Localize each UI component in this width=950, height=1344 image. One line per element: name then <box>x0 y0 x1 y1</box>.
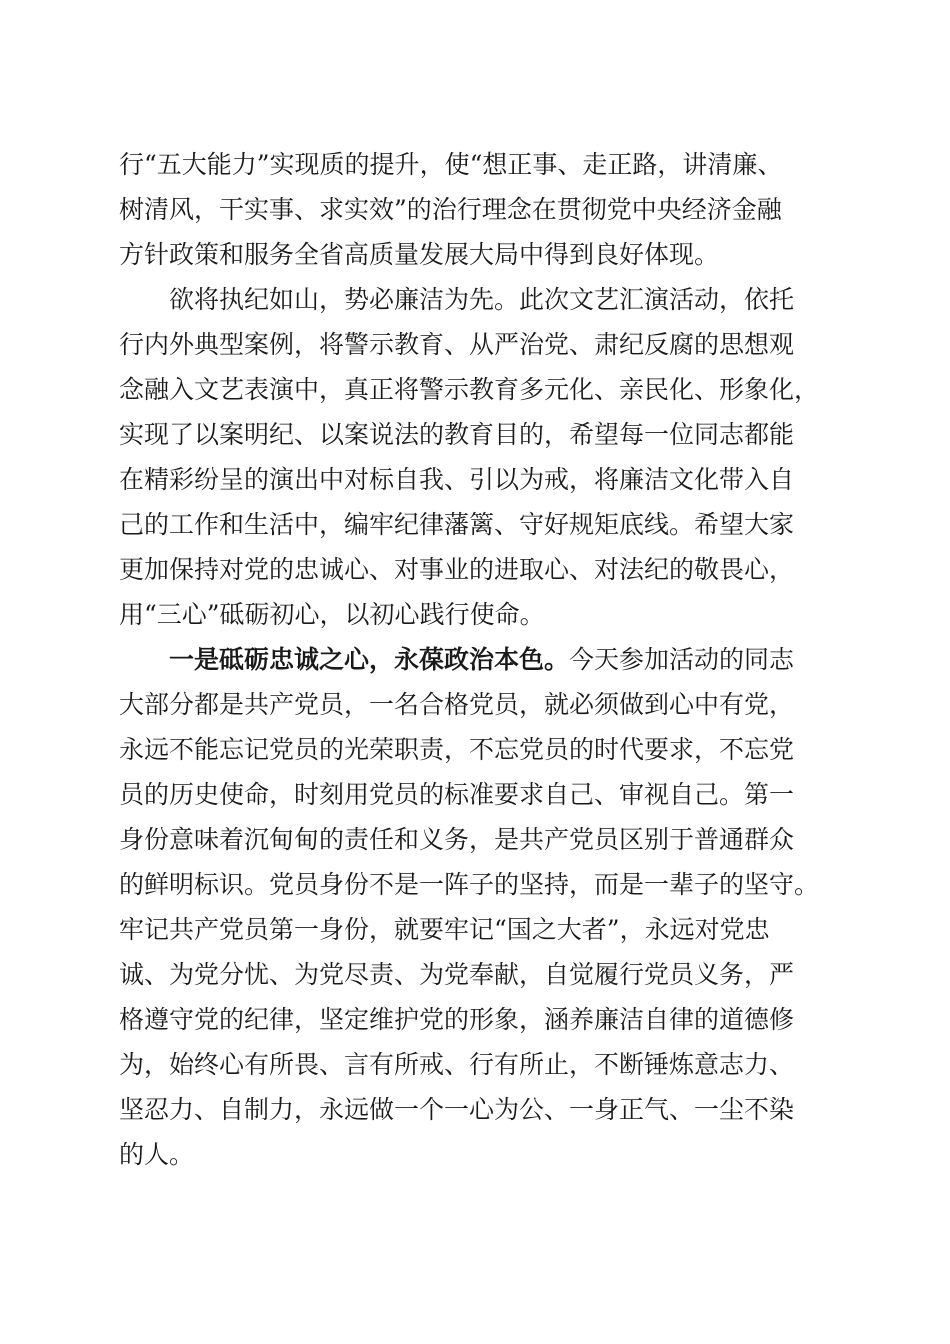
text-line: 大部分都是共产党员，一名合格党员，就必须做到心中有党， <box>119 690 795 719</box>
paragraph-1 <box>119 142 839 277</box>
text-line: 坚忍力、自制力，永远做一个一心为公、一身正气、一尘不染 <box>119 1095 795 1124</box>
text-line: 念融入文艺表演中，真正将警示教育多元化、亲民化、形象化， <box>119 375 820 404</box>
text-line: 牢记共产党员第一身份，就要牢记“国之大者”，永远对党忠 <box>119 915 770 944</box>
text-line: 永远不能忘记党员的光荣职责，不忘党员的时代要求，不忘党 <box>119 735 795 764</box>
text-line: 的鲜明标识。党员身份不是一阵子的坚持，而是一辈子的坚守。 <box>119 870 820 899</box>
text-line <box>119 637 839 682</box>
text-line: 欲将执纪如山，势必廉洁为先。此次文艺汇演活动，依托 <box>169 285 795 314</box>
text-line: 行“五大能力”实现质的提升，使“想正事、走正路，讲清廉、 <box>119 150 783 179</box>
paragraph-3 <box>119 637 839 1177</box>
text-line: 诚、为党分忧、为党尽责、为党奉献，自觉履行党员义务，严 <box>119 960 795 989</box>
text-line: 实现了以案明纪、以案说法的教育目的，希望每一位同志都能 <box>119 420 795 449</box>
text-line: 为，始终心有所畏、言有所戒、行有所止，不断锤炼意志力、 <box>119 1050 795 1079</box>
text-line: 的人。 <box>119 1140 195 1169</box>
text-line: 树清风，干实事、求实效”的治行理念在贯彻党中央经济金融 <box>119 195 782 224</box>
text-line: 格遵守党的纪律，坚定维护党的形象，涵养廉洁自律的道德修 <box>119 1005 795 1034</box>
text-line: 员的历史使命，时刻用党员的标准要求自己、审视自己。第一 <box>119 780 795 809</box>
text-line: 行内外典型案例，将警示教育、从严治党、肃纪反腐的思想观 <box>119 330 795 359</box>
text-line: 在精彩纷呈的演出中对标自我、引以为戒，将廉洁文化带入自 <box>119 465 795 494</box>
section-heading: 一是砥砺忠诚之心，永葆政治本色。 <box>169 645 570 674</box>
text-line: 更加保持对党的忠诚心、对事业的进取心、对法纪的敬畏心， <box>119 555 795 584</box>
body-text <box>119 142 839 1177</box>
paragraph-2 <box>119 277 839 637</box>
text-line: 用“三心”砥砺初心，以初心践行使命。 <box>119 600 545 629</box>
heading-line-rest: 今天参加活动的同志 <box>569 645 795 674</box>
text-line: 身份意味着沉甸甸的责任和义务，是共产党员区别于普通群众 <box>119 825 795 854</box>
text-line: 己的工作和生活中，编牢纪律藩篱、守好规矩底线。希望大家 <box>119 510 795 539</box>
text-line: 方针政策和服务全省高质量发展大局中得到良好体现。 <box>119 240 720 269</box>
